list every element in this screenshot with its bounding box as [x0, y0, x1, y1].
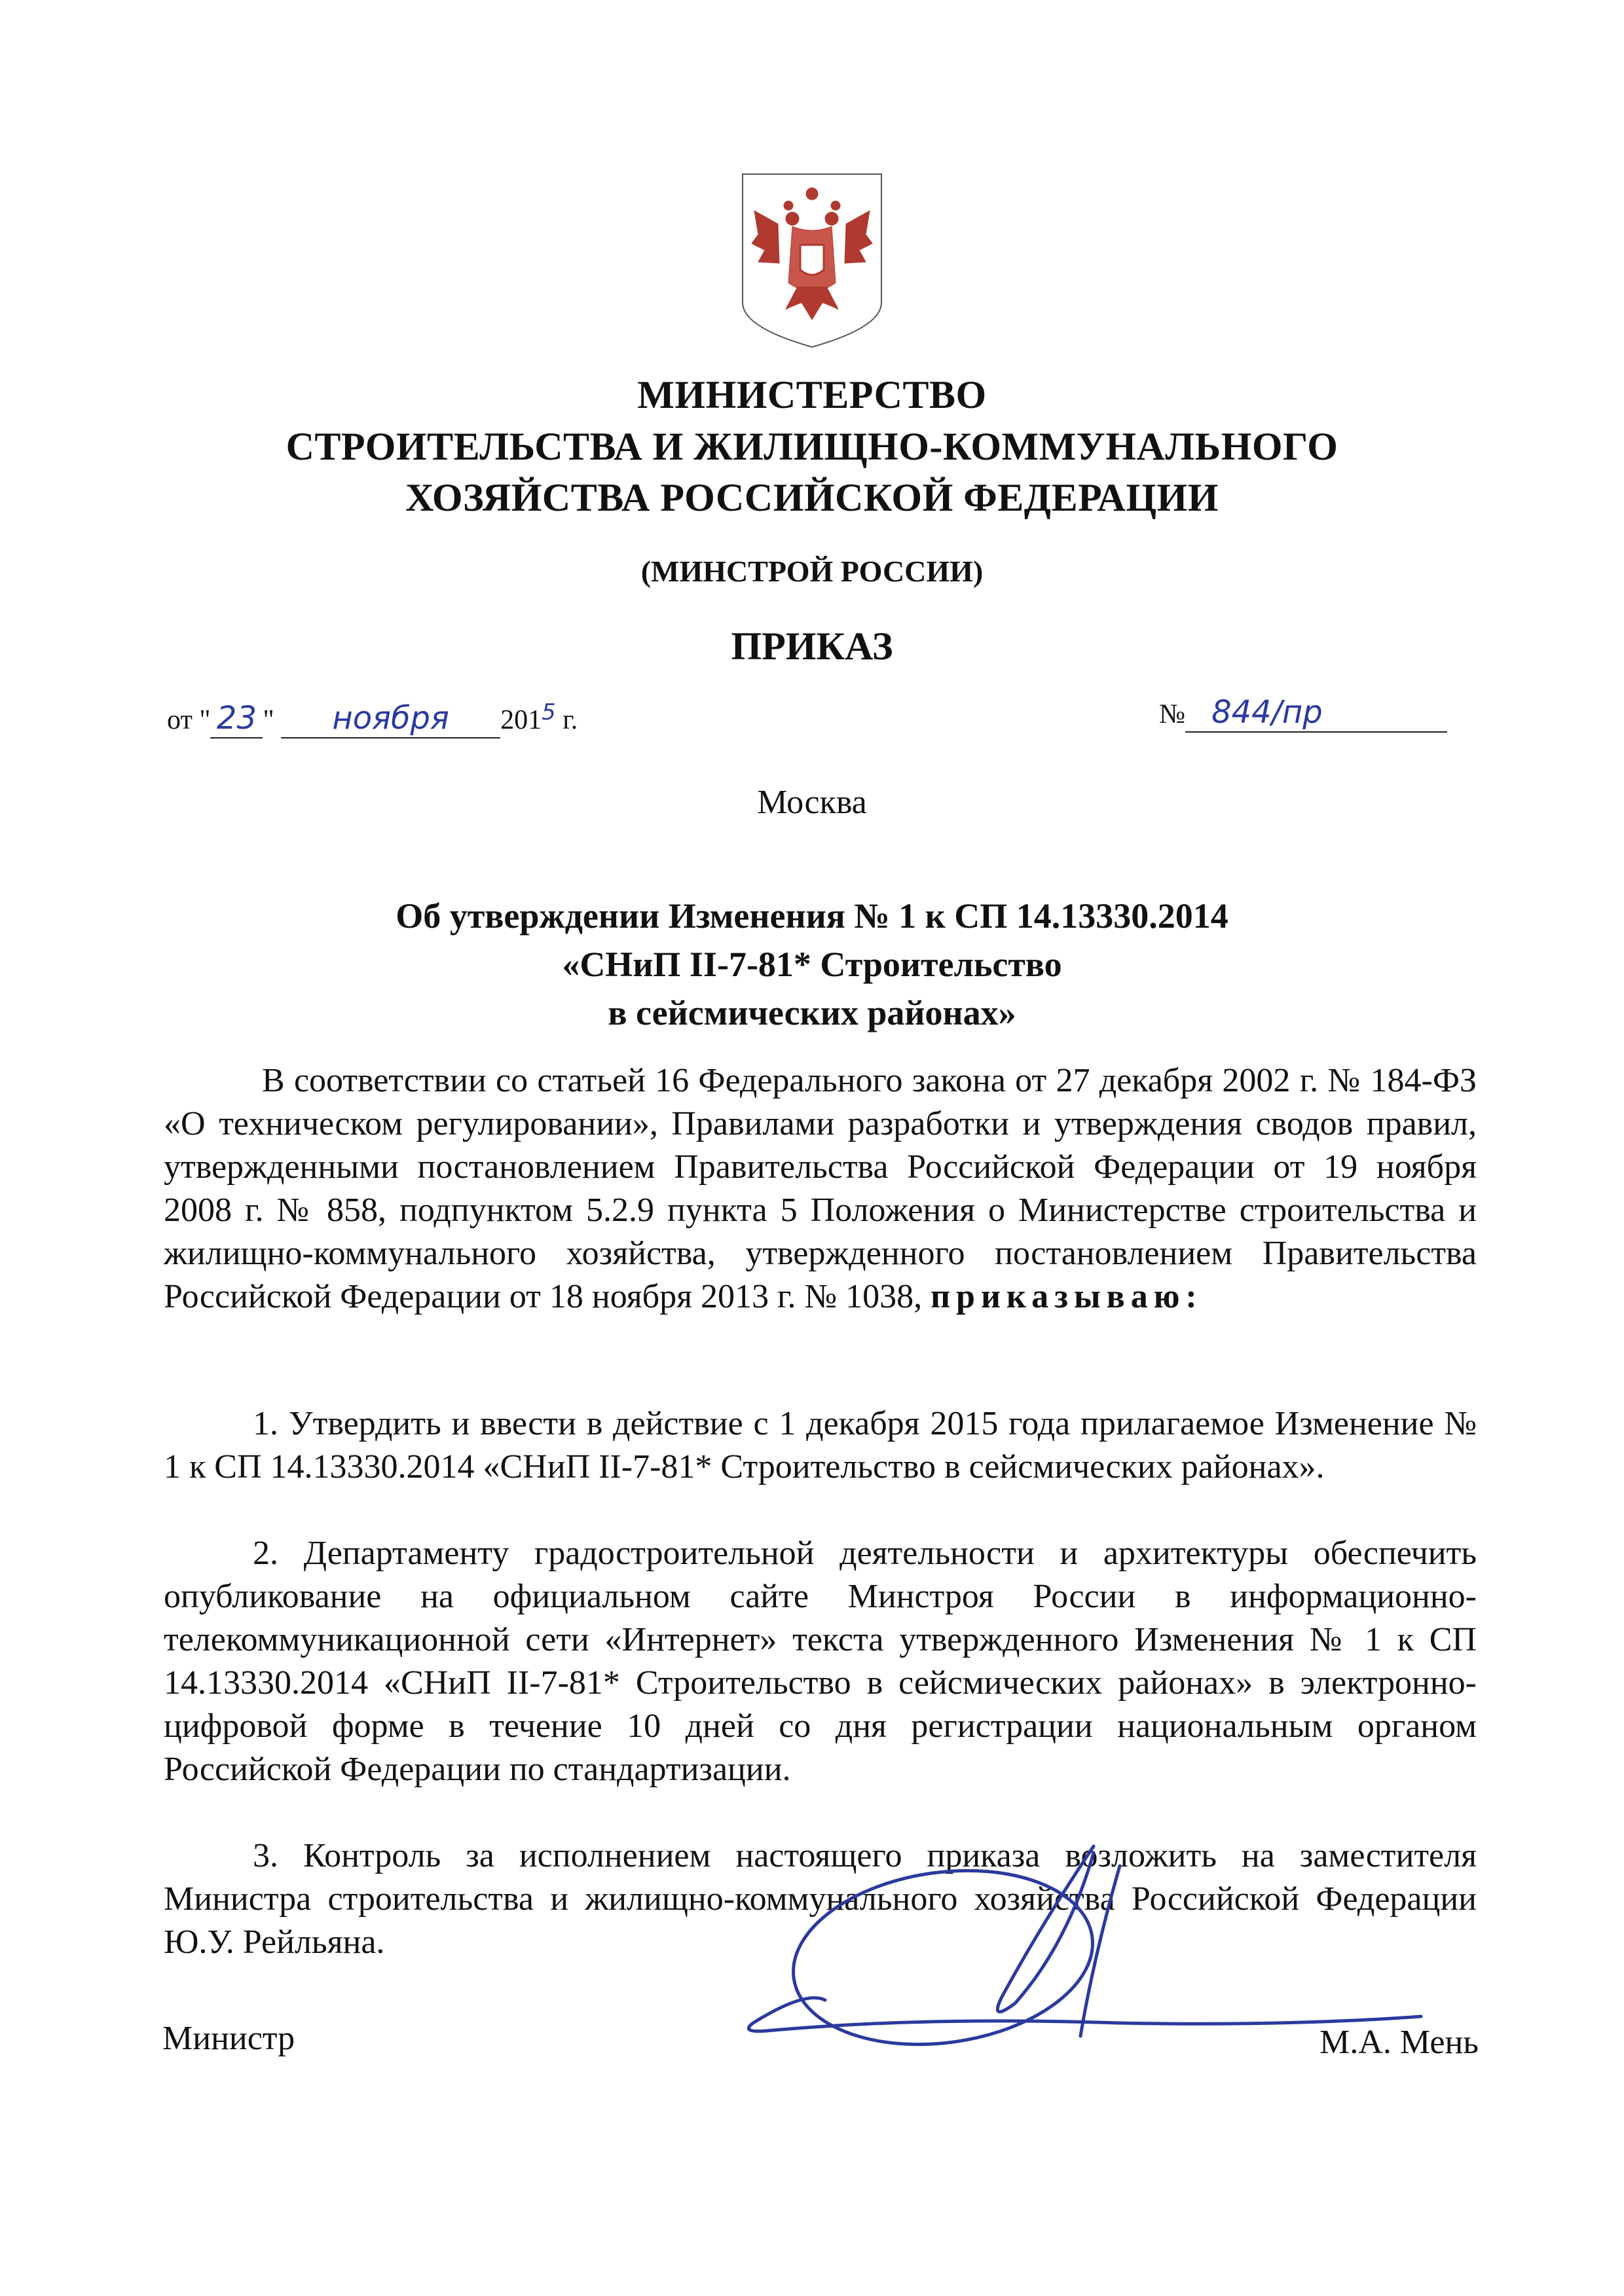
city: Москва [757, 784, 867, 821]
order-title-line-3: в сейсмических районах» [608, 993, 1016, 1032]
date-line [167, 695, 665, 738]
order-number: 844/пр [1211, 694, 1323, 731]
order-title-line-2: «СНиП II-7-81* Строительство [562, 945, 1062, 984]
date-close-quote: " [263, 705, 274, 735]
preamble-emphasis: приказываю: [931, 1278, 1203, 1315]
order-number-label: № [1159, 699, 1186, 729]
order-number-line [1159, 695, 1473, 733]
signature-position: Министр [162, 2020, 295, 2057]
date-prefix: от [167, 705, 193, 735]
document-type: ПРИКАЗ [731, 625, 893, 668]
order-title-line-1: Об утверждении Изменения № 1 к СП 14.13330.2014 [396, 896, 1228, 936]
date-month: ноября [332, 700, 449, 737]
ministry-title-line-1: МИНИСТЕРСТВО [637, 373, 987, 416]
date-year-suffix: 5 [542, 699, 556, 725]
order-item-2: 2. Департаменту градостроительной деятельности и архитектуры обеспечить опубликование на официальном сайте Минстроя России в информационно-телекоммуникационной сети «Интернет» текста утвержденного Изменения № 1 к СП 14.13330.2014 «СНиП II-7-81* Строительство в сейсмических районах» в электронно-цифровой форме в течение 10 дней со дня регистрации национальным органом Российской Федерации по стандартизации. [164, 1535, 1477, 1788]
date-year-unit: г. [563, 705, 578, 735]
date-day: 23 [216, 700, 257, 737]
preamble-paragraph [164, 1059, 1477, 1319]
date-open-quote: " [199, 705, 211, 735]
date-year-prefix: 201 [500, 705, 542, 735]
ministry-title-line-3: ХОЗЯЙСТВА РОССИЙСКОЙ ФЕДЕРАЦИИ [405, 476, 1219, 519]
order-item-3: 3. Контроль за исполнением настоящего приказа возложить на заместителя Министра строительства и жилищно-коммунального хозяйства Российской Федерации Ю.У. Рейльяна. [164, 1837, 1477, 1961]
ministry-abbreviation: (МИНСТРОЙ РОССИИ) [640, 555, 984, 588]
order-item-1: 1. Утвердить и ввести в действие с 1 декабря 2015 года прилагаемое Изменение № 1 к СП 14.13330.2014 «СНиП II-7-81* Строительство в сейсмических районах». [164, 1405, 1477, 1485]
preamble-text: В соответствии со статьей 16 Федерального закона от 27 декабря 2002 г. № 184-ФЗ «О техническом регулировании», Правилами разработки и утверждения сводов правил, утвержденными постановлением Правительства Российской Федерации от 19 ноября 2008 г. № 858, подпунктом 5.2.9 пункта 5 Положения о Министерстве строительства и жилищно-коммунального хозяйства, утвержденного постановлением Правительства Российской Федерации от 18 ноября 2013 г. № 1038, [164, 1062, 1477, 1315]
ministry-title-line-2: СТРОИТЕЛЬСТВА И ЖИЛИЩНО-КОММУНАЛЬНОГО [286, 425, 1338, 468]
coat-of-arms-emblem [739, 172, 885, 350]
signature-name: М.А. Мень [1320, 2024, 1479, 2061]
